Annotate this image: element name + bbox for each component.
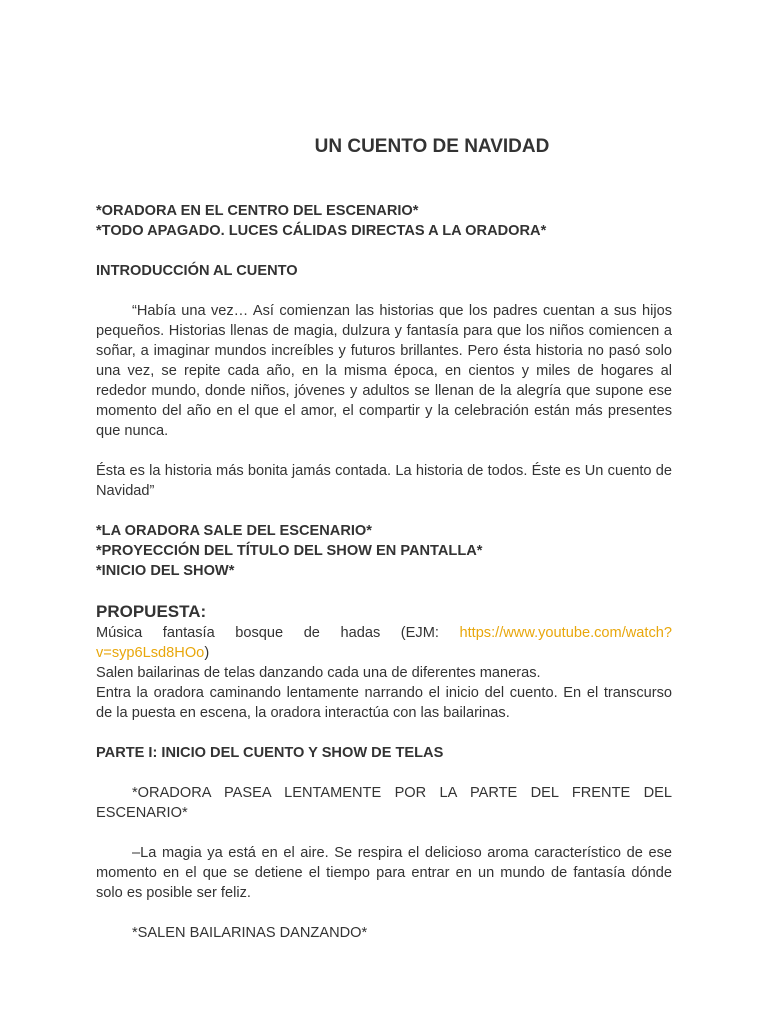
proposal-heading: PROPUESTA: bbox=[96, 602, 207, 621]
intro-heading-block bbox=[96, 261, 672, 281]
part1-paragraph: –La magia ya está en el aire. Se respira el delicioso aroma característico de ese momento en el que se detiene el tiempo para entrar en un mundo de fantasía dónde solo es posible ser feliz. bbox=[96, 845, 672, 901]
document-title: UN CUENTO DE NAVIDAD bbox=[314, 136, 550, 157]
proposal-music-close: ) bbox=[204, 645, 210, 661]
intro-paragraph: “Había una vez… Así comienzan las historias que los padres cuentan a sus hijos pequeños. Historias llenas de magia, dulzura y fantasía para que los niños comiencen a soñar, a imaginar mundos increíbles y futuros brillantes. Pero ésta historia no pasó solo una vez, se repite cada año, en la misma época, en cientos y miles de hogares al rededor mundo, donde niños, jóvenes y adultos se llenan de la alegría que supone ese momento del año en el que el amor, el compartir y la celebración están más presentes que nunca. bbox=[96, 303, 672, 439]
stage-direction: *PROYECCIÓN DEL TÍTULO DEL SHOW EN PANTALLA* bbox=[96, 543, 483, 559]
stage-direction: *TODO APAGADO. LUCES CÁLIDAS DIRECTAS A LA ORADORA* bbox=[96, 223, 547, 239]
stage-direction-dancers: *SALEN BAILARINAS DANZANDO* bbox=[132, 925, 368, 941]
section-heading-intro: INTRODUCCIÓN AL CUENTO bbox=[96, 263, 298, 279]
proposal-music-line bbox=[96, 623, 672, 663]
part1-heading-block bbox=[96, 743, 672, 763]
stage-direction-part1: *ORADORA PASEA LENTAMENTE POR LA PARTE DEL FRENTE DEL ESCENARIO* bbox=[96, 785, 672, 821]
document-body bbox=[96, 201, 672, 963]
intro-paragraph-closing: Ésta es la historia más bonita jamás contada. La historia de todos. Éste es Un cuento de Navidad” bbox=[96, 463, 672, 499]
proposal-line: Salen bailarinas de telas danzando cada una de diferentes maneras. bbox=[96, 665, 541, 681]
music-link[interactable]: https://www.youtube.com/watch?v=syp6Lsd8HOo bbox=[96, 625, 672, 661]
stage-direction: *ORADORA EN EL CENTRO DEL ESCENARIO* bbox=[96, 203, 419, 219]
proposal-music-text: Música fantasía bosque de hadas (EJM: bbox=[96, 625, 460, 641]
stage-direction: *LA ORADORA SALE DEL ESCENARIO* bbox=[96, 523, 372, 539]
stage-directions-opening bbox=[96, 201, 672, 241]
proposal-line: Entra la oradora caminando lentamente narrando el inicio del cuento. En el transcurso de la puesta en escena, la oradora interactúa con las bailarinas. bbox=[96, 685, 672, 721]
stage-directions-show-start bbox=[96, 521, 672, 581]
proposal-section bbox=[96, 601, 672, 723]
section-heading-part1: PARTE I: INICIO DEL CUENTO Y SHOW DE TELAS bbox=[96, 745, 444, 761]
stage-direction: *INICIO DEL SHOW* bbox=[96, 563, 235, 579]
